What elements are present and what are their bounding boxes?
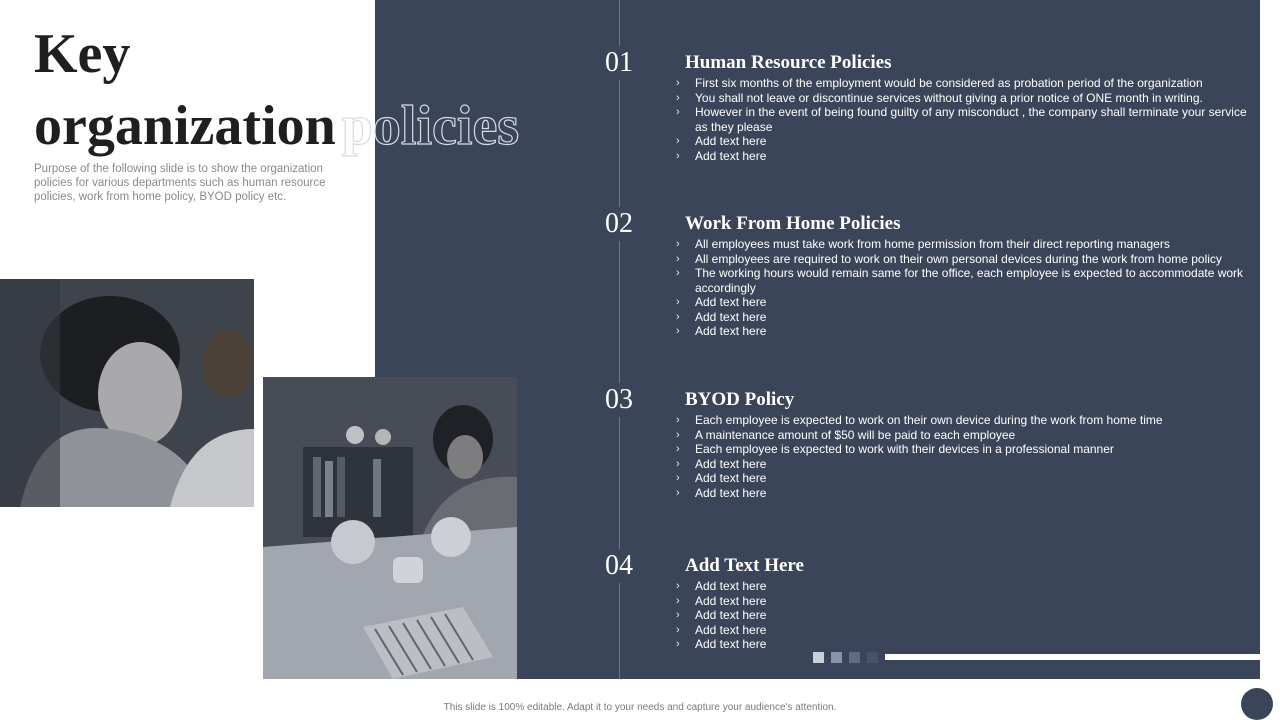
bullet-list — [676, 413, 1251, 500]
title-word-policies-outline: policies — [341, 95, 520, 157]
dot-2 — [831, 652, 842, 663]
list-item: › You shall not leave or discontinue services without giving a prior notice of ONE month in writing. — [676, 90, 1203, 105]
list-item: › First six months of the employment would be considered as probation period of the organization — [676, 76, 1203, 90]
section-number: 02 — [590, 207, 648, 241]
list-item: › Add text here — [676, 608, 767, 622]
list-item: › Add text here — [676, 471, 767, 485]
list-item: › Add text here — [676, 295, 767, 309]
chevron-right-icon: › — [676, 106, 680, 118]
chevron-right-icon: › — [676, 486, 680, 499]
chevron-right-icon: › — [676, 135, 680, 147]
list-item: › Add text here — [676, 485, 767, 500]
chevron-right-icon: › — [676, 238, 680, 250]
chevron-right-icon: › — [676, 580, 680, 592]
list-item: › A maintenance amount of $50 will be paid to each employee — [676, 427, 1016, 442]
chevron-right-icon: › — [676, 252, 680, 265]
section-title: Add Text Here — [685, 555, 804, 576]
chevron-right-icon: › — [676, 428, 680, 441]
chevron-right-icon: › — [676, 594, 680, 607]
section-title: Work From Home Policies — [685, 213, 901, 234]
dot-1 — [813, 652, 824, 663]
list-item: › Add text here — [676, 456, 767, 471]
list-item: › All employees are required to work on their own personal devices during the work from home policy — [676, 251, 1222, 266]
chevron-right-icon: › — [676, 457, 680, 470]
bullet-list — [676, 579, 1251, 652]
section-title: BYOD Policy — [685, 389, 795, 410]
photo-woman-working — [0, 279, 254, 507]
page-title — [34, 18, 519, 162]
chevron-right-icon: › — [676, 472, 680, 484]
dot-3 — [849, 652, 860, 663]
chevron-right-icon: › — [676, 91, 680, 104]
chevron-right-icon: › — [676, 77, 680, 89]
chevron-right-icon: › — [676, 149, 680, 162]
chevron-right-icon: › — [676, 443, 680, 455]
corner-circle-decoration — [1241, 688, 1273, 720]
section-number: 04 — [590, 549, 648, 583]
title-line-1: Key — [34, 23, 131, 85]
section-number: 03 — [590, 383, 648, 417]
list-item: › Add text here — [676, 324, 767, 338]
chevron-right-icon: › — [676, 325, 680, 337]
list-item: › Add text here — [676, 622, 767, 637]
chevron-right-icon: › — [676, 414, 680, 426]
list-item: › Each employee is expected to work on their own device during the work from home time — [676, 413, 1163, 427]
list-item: › Add text here — [676, 637, 767, 651]
list-item: › Add text here — [676, 579, 767, 593]
section-number: 01 — [590, 46, 648, 80]
title-line-2 — [34, 90, 519, 162]
list-item: › The working hours would remain same for the office, each employee is expected to accommodate work accordingly — [676, 266, 1244, 295]
section-title: Human Resource Policies — [685, 52, 892, 73]
list-item: › All employees must take work from home permission from their direct reporting managers — [676, 237, 1170, 251]
list-item: › However in the event of being found guilty of any misconduct , the company shall terminate your service as they please — [676, 105, 1247, 134]
slide-subtitle: Purpose of the following slide is to show the organization policies for various departments such as human resource policies, work from home policy, BYOD policy etc. — [34, 163, 326, 203]
chevron-right-icon: › — [676, 609, 680, 621]
list-item: › Each employee is expected to work with their devices in a professional manner — [676, 442, 1114, 456]
footer-note: This slide is 100% editable. Adapt it to your needs and capture your audience's attention. — [443, 702, 837, 713]
chevron-right-icon: › — [676, 310, 680, 323]
list-item: › Add text here — [676, 593, 767, 608]
chevron-right-icon: › — [676, 623, 680, 636]
chevron-right-icon: › — [676, 638, 680, 650]
bullet-list — [676, 237, 1251, 339]
bullet-list — [676, 76, 1251, 163]
photo-team-meeting — [263, 377, 517, 679]
list-item: › Add text here — [676, 134, 767, 148]
dot-4 — [867, 652, 878, 663]
chevron-right-icon: › — [676, 296, 680, 308]
decorative-bar — [885, 654, 1260, 660]
title-word-organization: organization — [34, 95, 336, 157]
chevron-right-icon: › — [676, 267, 680, 279]
list-item: › Add text here — [676, 148, 767, 163]
list-item: › Add text here — [676, 309, 767, 324]
